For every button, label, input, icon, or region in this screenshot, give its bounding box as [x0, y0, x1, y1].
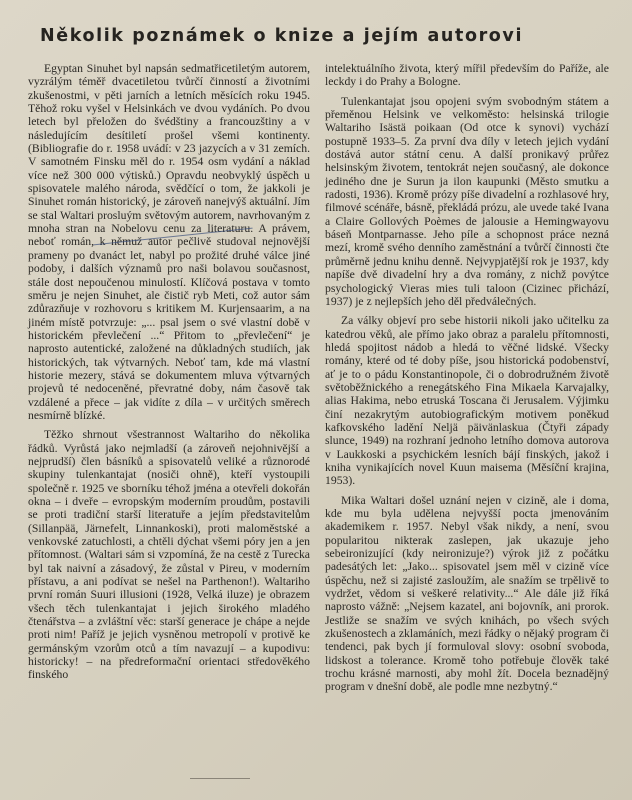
- paragraph: Těžko shrnout všestrannost Waltariho do několika řádků. Vyrůstá jako nejmladší (a zároveň nejohnivější a nejprudší) člen básníků a spisovatelů veliké a různorodé skupiny tulenkantajat (nosiči ohně), kteří vystoupili společně r. 1925 ve sborníku téhož jména a otevřeli dokořán okna – i dveře – evropským moderním proudům, postavili se proti tradiční starší literatuře a jejím představitelům (Sillanpää, Järnefelt, Linnankoski), proti maloměstské a venkovské zatuchlosti, a chtěli dýchat všemi póry jen a jen přítomnost. (Waltari sám si vzpomíná, že na cestě z Turecka byl tak naivní a zásadový, že zůstal v Pireu, v moderním přístavu, a ani podívat se nešel na Parthenon!). Waltariho první román Suuri illusioni (1928, Velká iluze) je obrazem všech těch tulenkantajat i jejich širokého mladého čtenářstva – a zvláštní věc: starší generace je chápe a nejde proti nim! Paříž je jejich vysněnou metropolí v protivě ke germánským vzorům otců a tím navazují – a kupodivu: historicky! – na předreformační orientaci středověkého finského: [28, 428, 310, 682]
- article-title: Několik poznámek o knize a jejím autorovi: [40, 26, 524, 46]
- paragraph: Mika Waltari došel uznání nejen v cizině, ale i doma, kde mu byla udělena nejvyšší pocta jmenováním akademikem r. 1957. Nebyl však nikdy, a není, svou popularitou nikterak zaslepen, jak ukazuje jeho sebeironizující (kdy neironizuje?) výrok již z počátku padesátých let: „Jako... spisovatel jsem měl v cizině více úspěchu, než si zajisté zasloužím, ale snažím se trpělivě to vydržet, vědom si veškeré relativity...“ Ale dále již říká naprosto vážně: „Nejsem kazatel, ani bojovník, ani prorok. Jestliže se snažím ve svých knihách, po všech svých zkušenostech a zklamáních, mezi řádky o nějaký program či tendenci, pak bych jí formuloval slovy: osobní svoboda, lidskost a tolerance. Kromě toho potřebuje člověk také trochu krásné marnosti, aby mohl žít. Docela beznadějný program v dnešní době, ale podle mne nezbytný.“: [325, 493, 609, 694]
- paragraph: intelektuálního života, který mířil především do Paříže, ale leckdy i do Prahy a Bologne.: [325, 62, 609, 89]
- right-column: [325, 62, 609, 694]
- left-column: [28, 62, 310, 682]
- paragraph: Egyptan Sinuhet byl napsán sedmatřicetiletým autorem, vyzrálým téměř dvacetiletou tvůrčí činností a životními zkušenostmi, v pěti jarních a letních měsících roku 1945. Těhož roku vyšel v Helsinkách ve dvou vydáních. Po dvou letech byl přeložen do švédštiny a francouzštiny a v následujícím desítiletí prošel všemi kontinenty. (Bibliografie do r. 1958 uvádí: v 23 jazycích a v 31 zemích. V samotném Finsku měl do r. 1954 osm vydání a náklad více než 300 000 výtisků.) Opravdu neobvyklý úspěch u spisovatele malého národa, svědčící o tom, že jakkoli je Sinuhet román historický, je zároveň nanejvýš aktuální. Jím se stal Waltari prosluým světovým autorem, navrhovaným z mnoha stran na Nobelovu cenu za literaturu. A právem, neboť román, k němuž autor pečlivě studoval nejnovější prameny po dvanáct let, nabyl po prožité druhé válce jiné podoby, i dalších významů pro naši bolavou současnost, stále dost nepoučenou minulostí. Klíčová postava v tomto směru je nejen Sinuhet, ale čistič ryb Meti, což autor sám zdůrazňuje v rozhovoru s kritikem M. Kurjensaarim, a na jiném místě potvrzuje: „... psal jsem o své vlastní době v historickém převlečení ...“ Přitom to „převlečení“ je naprosto autentické, založené na důkladných studiích, jak historických, tak výtvarných. Neboť tam, kde má vlastní historie mezery, stává se dokumentem mluva výtvarných projevů té nedoceněné, převratné doby, nám časově tak vzdálené a přece – jak vidíte z díla – v určitých směrech nesmírně blízké.: [28, 62, 310, 422]
- paragraph: Tulenkantajat jsou opojeni svým svobodným státem a přeměnou Helsink ve velkoměsto: helsinská trilogie Waltariho Isästä poikaan (Od otce k synovi) vychází postupně 1933–5. Za první dva díly v letech jejich vydání dostává autor státní cenu. A další pronikavý průřez helsinským životem, tentokrát nejen současný, ale dokonce jediného dne je Surun ja ilon kaupunki (Město smutku a radosti, 1936). Kromě prózy píše divadelní a rozhlasové hry, filmové scénáře, básně, překládá prózu, ale uvede také Ivana a Claire Gollových Poèmes de jalousie a Hemingwayovu báseň Montparnasse. Jeho píle a schopnost práce nezná mezí, kromě svého denního zaměstnání a tvůrčí činnosti čte průměrně jednu knihu denně. Nejvypjatější rok je 1937, kdy napíše dvě divadelní hry a dva romány, z nichž povýtce psychologický Vieras mies tuli taloon (Cizinec přichází, 1937) je z nejlepších jeho děl předválečných.: [325, 94, 609, 308]
- end-rule-divider: [190, 778, 250, 779]
- paragraph: Za války objeví pro sebe historii nikoli jako učitelku za katedrou věků, ale přímo jako obraz a paralelu přítomnosti, hledá spojitost nádob a hledá to věčné lidské. Všecky romány, které od té doby píše, jsou historická podobenství, ať je to o pádu Konstantinopole, či o dobrodružném životě světoběžnického a renegátského Fina Mikaela Karvajalky, alias Hakima, nebo etruská Toscana či Jerusalem. Výjimku činí nezakrytým autobiografickým motivem poněkud kafkovského ladění Neljä päivänlaskua (Čtyři západy slunce, 1949) na rozhraní jednoho letního domova autorova v Laukkoski a psychickém lesních bájí finských, jakož i kniha vynikajících novel Kuun maisema (Měsíční krajina, 1953).: [325, 314, 609, 488]
